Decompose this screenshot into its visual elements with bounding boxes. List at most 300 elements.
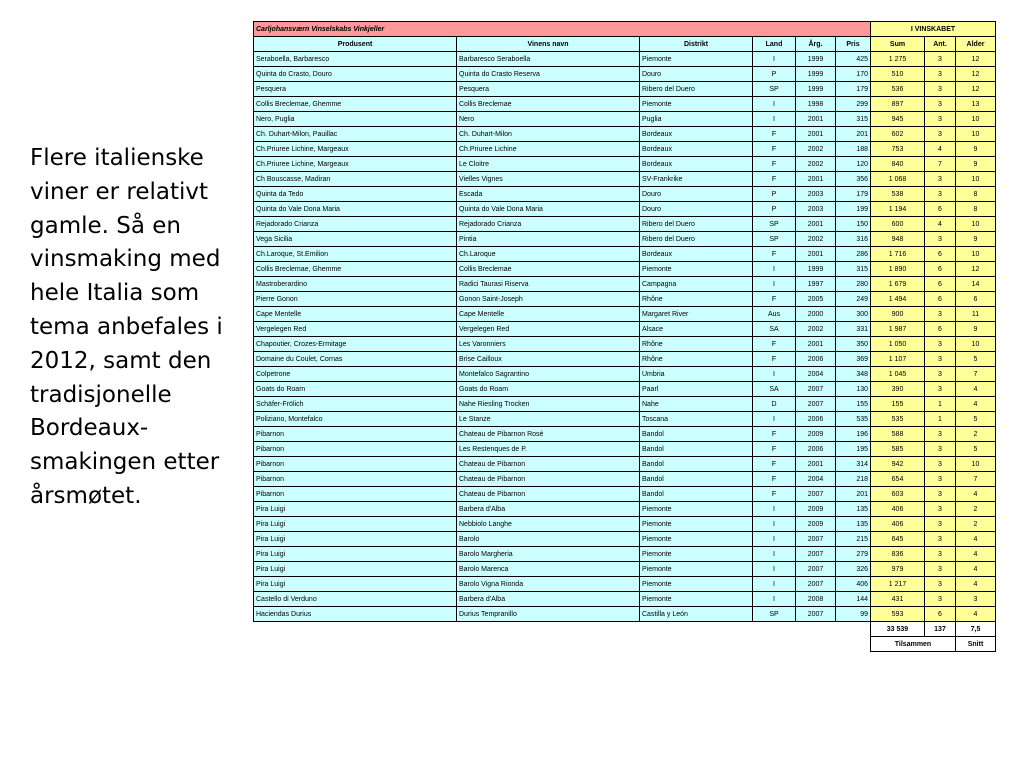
- cell-age: 10: [956, 217, 996, 232]
- cell-producer: Rejadorado Crianza: [254, 217, 457, 232]
- cell-district: Nahe: [640, 397, 753, 412]
- cell-age: 13: [956, 97, 996, 112]
- cell-age: 4: [956, 382, 996, 397]
- cell-district: SV-Frankrike: [640, 172, 753, 187]
- cell-producer: Ch.Priuree Lichine, Margeaux: [254, 157, 457, 172]
- table-row: [254, 562, 996, 577]
- cell-wine-name: Chateau de Pibarnon Rosé: [457, 427, 640, 442]
- cell-district: Bandol: [640, 442, 753, 457]
- cell-sum: 1 494: [871, 292, 925, 307]
- cell-wine-name: Barolo Margheria: [457, 547, 640, 562]
- cell-district: Piemonte: [640, 577, 753, 592]
- cell-count: 3: [925, 427, 956, 442]
- totals-spacer: [254, 622, 871, 637]
- cell-wine-name: Vergelegen Red: [457, 322, 640, 337]
- cell-sum: 406: [871, 502, 925, 517]
- cell-sum: 535: [871, 412, 925, 427]
- cell-sum: 948: [871, 232, 925, 247]
- cell-country: SP: [753, 232, 796, 247]
- cell-producer: Pira Luigi: [254, 502, 457, 517]
- cell-price: 144: [836, 592, 871, 607]
- cell-district: Alsace: [640, 322, 753, 337]
- cell-sum: 1 107: [871, 352, 925, 367]
- cell-district: Puglia: [640, 112, 753, 127]
- cell-country: I: [753, 277, 796, 292]
- table-row: [254, 592, 996, 607]
- cell-sum: 538: [871, 187, 925, 202]
- header-age: Alder: [956, 37, 996, 52]
- cell-sum: 979: [871, 562, 925, 577]
- cell-age: 7: [956, 472, 996, 487]
- cell-country: F: [753, 337, 796, 352]
- cell-age: 9: [956, 157, 996, 172]
- cell-price: 369: [836, 352, 871, 367]
- cell-vintage: 2002: [796, 157, 836, 172]
- cell-sum: 1 987: [871, 322, 925, 337]
- cell-country: I: [753, 532, 796, 547]
- cell-district: Bordeaux: [640, 157, 753, 172]
- cell-country: F: [753, 487, 796, 502]
- cell-price: 300: [836, 307, 871, 322]
- cell-country: SA: [753, 322, 796, 337]
- cell-sum: 1 217: [871, 577, 925, 592]
- cell-wine-name: Chateau de Pibarnon: [457, 487, 640, 502]
- cell-count: 3: [925, 592, 956, 607]
- cell-vintage: 2000: [796, 307, 836, 322]
- cell-price: 155: [836, 397, 871, 412]
- cell-wine-name: Vielles Vignes: [457, 172, 640, 187]
- cell-wine-name: Escada: [457, 187, 640, 202]
- table-row: [254, 52, 996, 67]
- cell-wine-name: Nero: [457, 112, 640, 127]
- table-row: [254, 217, 996, 232]
- cell-price: 215: [836, 532, 871, 547]
- cell-wine-name: Barbera d'Alba: [457, 592, 640, 607]
- cell-sum: 593: [871, 607, 925, 622]
- table-row: [254, 157, 996, 172]
- cell-district: Ribero del Duero: [640, 232, 753, 247]
- cell-country: I: [753, 412, 796, 427]
- cell-vintage: 2007: [796, 487, 836, 502]
- cell-producer: Seraboella, Barbaresco: [254, 52, 457, 67]
- cell-price: 135: [836, 502, 871, 517]
- cell-vintage: 1999: [796, 82, 836, 97]
- cell-count: 1: [925, 397, 956, 412]
- cell-count: 3: [925, 82, 956, 97]
- cell-country: F: [753, 457, 796, 472]
- cell-vintage: 2005: [796, 292, 836, 307]
- cell-vintage: 2001: [796, 217, 836, 232]
- cell-age: 8: [956, 187, 996, 202]
- cell-producer: Pira Luigi: [254, 562, 457, 577]
- cell-sum: 836: [871, 547, 925, 562]
- cell-count: 3: [925, 307, 956, 322]
- total-sum: 33 539: [871, 622, 925, 637]
- cell-country: SA: [753, 382, 796, 397]
- cell-producer: Pibarnon: [254, 487, 457, 502]
- cell-sum: 654: [871, 472, 925, 487]
- cell-district: Douro: [640, 67, 753, 82]
- cell-country: F: [753, 472, 796, 487]
- cell-district: Bandol: [640, 487, 753, 502]
- table-row: [254, 487, 996, 502]
- cell-count: 3: [925, 232, 956, 247]
- table-row: [254, 442, 996, 457]
- cell-count: 3: [925, 472, 956, 487]
- cell-count: 6: [925, 277, 956, 292]
- cell-price: 218: [836, 472, 871, 487]
- cell-producer: Quinta do Vale Dona Maria: [254, 202, 457, 217]
- cell-vintage: 2002: [796, 142, 836, 157]
- cell-wine-name: Quinta do Crasto Reserva: [457, 67, 640, 82]
- cell-price: 425: [836, 52, 871, 67]
- cell-age: 4: [956, 397, 996, 412]
- cell-age: 4: [956, 607, 996, 622]
- cell-wine-name: Ch. Duhart-Milon: [457, 127, 640, 142]
- cell-sum: 155: [871, 397, 925, 412]
- cell-age: 4: [956, 577, 996, 592]
- cell-age: 3: [956, 592, 996, 607]
- table-row: [254, 202, 996, 217]
- cell-country: I: [753, 97, 796, 112]
- cell-country: F: [753, 442, 796, 457]
- cell-price: 406: [836, 577, 871, 592]
- cell-vintage: 2007: [796, 397, 836, 412]
- cell-vintage: 2009: [796, 427, 836, 442]
- cell-vintage: 2006: [796, 412, 836, 427]
- cell-vintage: 2009: [796, 502, 836, 517]
- cell-district: Piemonte: [640, 97, 753, 112]
- cell-vintage: 1997: [796, 277, 836, 292]
- cell-price: 315: [836, 262, 871, 277]
- cell-age: 12: [956, 52, 996, 67]
- cell-district: Bordeaux: [640, 127, 753, 142]
- cell-count: 3: [925, 52, 956, 67]
- cell-producer: Haciendas Durius: [254, 607, 457, 622]
- cell-producer: Vega Sicilia: [254, 232, 457, 247]
- cell-wine-name: Barbera d'Alba: [457, 502, 640, 517]
- cell-sum: 945: [871, 112, 925, 127]
- cell-age: 12: [956, 82, 996, 97]
- cell-vintage: 2003: [796, 202, 836, 217]
- cell-vintage: 2001: [796, 112, 836, 127]
- cell-count: 3: [925, 367, 956, 382]
- cell-age: 10: [956, 127, 996, 142]
- cell-producer: Ch.Priuree Lichine, Margeaux: [254, 142, 457, 157]
- cell-producer: Cape Mentelle: [254, 307, 457, 322]
- cell-price: 331: [836, 322, 871, 337]
- table-row: [254, 292, 996, 307]
- table-row: [254, 307, 996, 322]
- cell-price: 150: [836, 217, 871, 232]
- cell-age: 12: [956, 262, 996, 277]
- table-row: [254, 457, 996, 472]
- cell-producer: Quinta do Crasto, Douro: [254, 67, 457, 82]
- cell-price: 314: [836, 457, 871, 472]
- totals-label-spacer: [254, 637, 871, 652]
- cell-producer: Mastroberardino: [254, 277, 457, 292]
- cell-country: F: [753, 157, 796, 172]
- cell-price: 316: [836, 232, 871, 247]
- cell-vintage: 2002: [796, 232, 836, 247]
- table-row: [254, 187, 996, 202]
- header-price: Pris: [836, 37, 871, 52]
- cell-count: 3: [925, 382, 956, 397]
- cell-wine-name: Rejadorado Crianza: [457, 217, 640, 232]
- cell-vintage: 2007: [796, 562, 836, 577]
- cell-wine-name: Collis Breclemae: [457, 97, 640, 112]
- cell-producer: Quinta da Tedo: [254, 187, 457, 202]
- cell-count: 6: [925, 262, 956, 277]
- cell-count: 4: [925, 142, 956, 157]
- cell-price: 201: [836, 127, 871, 142]
- cell-district: Castilla y León: [640, 607, 753, 622]
- cell-district: Toscana: [640, 412, 753, 427]
- cell-price: 135: [836, 517, 871, 532]
- cell-sum: 1 045: [871, 367, 925, 382]
- cell-producer: Pibarnon: [254, 457, 457, 472]
- cell-count: 3: [925, 112, 956, 127]
- cell-count: 3: [925, 187, 956, 202]
- cell-sum: 942: [871, 457, 925, 472]
- cell-wine-name: Le Stanze: [457, 412, 640, 427]
- cell-district: Douro: [640, 202, 753, 217]
- cell-count: 3: [925, 337, 956, 352]
- cell-price: 279: [836, 547, 871, 562]
- cell-wine-name: Quinta do Vale Dona Maria: [457, 202, 640, 217]
- cell-vintage: 2001: [796, 247, 836, 262]
- cell-sum: 840: [871, 157, 925, 172]
- cell-producer: Vergelegen Red: [254, 322, 457, 337]
- cell-country: Aus: [753, 307, 796, 322]
- cell-sum: 1 068: [871, 172, 925, 187]
- table-row: [254, 352, 996, 367]
- cell-country: SP: [753, 607, 796, 622]
- cell-wine-name: Barolo Vigna Rionda: [457, 577, 640, 592]
- cell-producer: Pibarnon: [254, 442, 457, 457]
- wine-cellar-table: [253, 21, 996, 652]
- cell-country: I: [753, 502, 796, 517]
- cell-price: 196: [836, 427, 871, 442]
- table-row: [254, 547, 996, 562]
- cell-district: Paarl: [640, 382, 753, 397]
- cell-vintage: 2007: [796, 532, 836, 547]
- header-vintage: Årg.: [796, 37, 836, 52]
- cell-district: Bandol: [640, 472, 753, 487]
- cell-sum: 900: [871, 307, 925, 322]
- cell-producer: Chapoutier, Crozes-Ermitage: [254, 337, 457, 352]
- cell-district: Piemonte: [640, 52, 753, 67]
- cell-age: 4: [956, 547, 996, 562]
- cell-vintage: 2006: [796, 442, 836, 457]
- cell-age: 12: [956, 67, 996, 82]
- cell-age: 5: [956, 412, 996, 427]
- cell-producer: Castello di Verduno: [254, 592, 457, 607]
- cell-age: 2: [956, 427, 996, 442]
- header-wine-name: Vinens navn: [457, 37, 640, 52]
- table-row: [254, 532, 996, 547]
- cell-country: P: [753, 187, 796, 202]
- cell-country: F: [753, 142, 796, 157]
- cell-producer: Colpetrone: [254, 367, 457, 382]
- cell-age: 9: [956, 232, 996, 247]
- cell-count: 3: [925, 172, 956, 187]
- cell-sum: 603: [871, 487, 925, 502]
- cell-price: 249: [836, 292, 871, 307]
- cell-sum: 897: [871, 97, 925, 112]
- cell-vintage: 2008: [796, 592, 836, 607]
- cell-count: 3: [925, 352, 956, 367]
- header-count: Ant.: [925, 37, 956, 52]
- cell-country: F: [753, 127, 796, 142]
- cell-sum: 431: [871, 592, 925, 607]
- cell-wine-name: Gonon Saint-Joseph: [457, 292, 640, 307]
- cell-vintage: 2004: [796, 367, 836, 382]
- cell-wine-name: Radici Taurasi Riserva: [457, 277, 640, 292]
- cell-wine-name: Les Varonniers: [457, 337, 640, 352]
- cell-count: 3: [925, 502, 956, 517]
- cell-sum: 406: [871, 517, 925, 532]
- cell-price: 326: [836, 562, 871, 577]
- cell-sum: 602: [871, 127, 925, 142]
- cell-age: 14: [956, 277, 996, 292]
- cell-vintage: 1998: [796, 97, 836, 112]
- cell-price: 99: [836, 607, 871, 622]
- cell-wine-name: Le Cloitre: [457, 157, 640, 172]
- cell-country: I: [753, 262, 796, 277]
- cell-wine-name: Goats do Roam: [457, 382, 640, 397]
- cell-wine-name: Nebbiolo Langhe: [457, 517, 640, 532]
- cell-wine-name: Cape Mentelle: [457, 307, 640, 322]
- cell-wine-name: Pintia: [457, 232, 640, 247]
- cell-producer: Pierre Gonon: [254, 292, 457, 307]
- cell-wine-name: Ch.Laroque: [457, 247, 640, 262]
- cell-country: I: [753, 112, 796, 127]
- cell-price: 179: [836, 187, 871, 202]
- cell-age: 2: [956, 502, 996, 517]
- cell-vintage: 1999: [796, 67, 836, 82]
- cell-producer: Pira Luigi: [254, 547, 457, 562]
- cell-sum: 390: [871, 382, 925, 397]
- cell-country: I: [753, 52, 796, 67]
- cell-producer: Nero, Puglia: [254, 112, 457, 127]
- table-row: [254, 112, 996, 127]
- cell-sum: 1 679: [871, 277, 925, 292]
- cell-count: 3: [925, 532, 956, 547]
- cell-age: 10: [956, 457, 996, 472]
- table-row: [254, 247, 996, 262]
- cell-count: 7: [925, 157, 956, 172]
- cell-district: Piemonte: [640, 502, 753, 517]
- cell-district: Margaret River: [640, 307, 753, 322]
- cell-age: 10: [956, 172, 996, 187]
- table-row: [254, 397, 996, 412]
- cell-district: Rhône: [640, 337, 753, 352]
- cell-vintage: 2001: [796, 172, 836, 187]
- cell-age: 6: [956, 292, 996, 307]
- cell-district: Piemonte: [640, 547, 753, 562]
- cell-sum: 600: [871, 217, 925, 232]
- cell-wine-name: Pesquera: [457, 82, 640, 97]
- cell-age: 9: [956, 322, 996, 337]
- cell-wine-name: Montefalco Sagrantino: [457, 367, 640, 382]
- cell-price: 315: [836, 112, 871, 127]
- cell-wine-name: Collis Breclemae: [457, 262, 640, 277]
- table-row: [254, 97, 996, 112]
- cell-vintage: 2002: [796, 322, 836, 337]
- cell-count: 3: [925, 517, 956, 532]
- cell-age: 4: [956, 562, 996, 577]
- cell-wine-name: Barolo Marenca: [457, 562, 640, 577]
- cell-producer: Pira Luigi: [254, 532, 457, 547]
- total-label: Tilsammen: [871, 637, 956, 652]
- cell-producer: Ch. Duhart-Milon, Pauillac: [254, 127, 457, 142]
- cell-vintage: 2001: [796, 127, 836, 142]
- table-row: [254, 82, 996, 97]
- cell-sum: 588: [871, 427, 925, 442]
- cell-count: 3: [925, 577, 956, 592]
- header-sum: Sum: [871, 37, 925, 52]
- cell-country: D: [753, 397, 796, 412]
- cell-sum: 1 275: [871, 52, 925, 67]
- cell-age: 4: [956, 487, 996, 502]
- table-row: [254, 517, 996, 532]
- table-row: [254, 127, 996, 142]
- table-row: [254, 412, 996, 427]
- cell-count: 1: [925, 412, 956, 427]
- cell-wine-name: Les Restenques de P.: [457, 442, 640, 457]
- cell-price: 299: [836, 97, 871, 112]
- cell-count: 3: [925, 97, 956, 112]
- average-label: Snitt: [956, 637, 996, 652]
- slide-body-text: Flere italienske viner er relativt gamle. Så en vinsmaking med hele Italia som tema anbefales i 2012, samt den tradisjonelle Bordeaux-smakingen etter årsmøtet.: [30, 145, 223, 509]
- cell-wine-name: Chateau de Pibarnon: [457, 457, 640, 472]
- table-title: Carljohansværn Vinselskabs Vinkjeller: [254, 22, 871, 37]
- cell-vintage: 2006: [796, 352, 836, 367]
- cell-vintage: 2007: [796, 577, 836, 592]
- cell-vintage: 1999: [796, 262, 836, 277]
- table-row: [254, 322, 996, 337]
- table-row: [254, 232, 996, 247]
- cell-producer: Domaine du Coulet, Cornas: [254, 352, 457, 367]
- cell-age: 10: [956, 112, 996, 127]
- cell-country: P: [753, 202, 796, 217]
- cell-sum: 1 890: [871, 262, 925, 277]
- cell-price: 195: [836, 442, 871, 457]
- header-country: Land: [753, 37, 796, 52]
- table-row: [254, 367, 996, 382]
- table-row: [254, 172, 996, 187]
- cell-vintage: 2007: [796, 547, 836, 562]
- cell-country: SP: [753, 217, 796, 232]
- cell-count: 3: [925, 457, 956, 472]
- cell-district: Umbria: [640, 367, 753, 382]
- cell-country: SP: [753, 82, 796, 97]
- cell-sum: 510: [871, 67, 925, 82]
- cell-producer: Schäfer-Frölich: [254, 397, 457, 412]
- cell-price: 188: [836, 142, 871, 157]
- cell-price: 348: [836, 367, 871, 382]
- cell-vintage: 2003: [796, 187, 836, 202]
- table-row: [254, 277, 996, 292]
- cell-count: 3: [925, 442, 956, 457]
- cell-district: Ribero del Duero: [640, 82, 753, 97]
- cell-count: 3: [925, 487, 956, 502]
- cell-producer: Pira Luigi: [254, 517, 457, 532]
- cell-producer: Pesquera: [254, 82, 457, 97]
- cell-vintage: 2004: [796, 472, 836, 487]
- table-title-row: [254, 22, 996, 37]
